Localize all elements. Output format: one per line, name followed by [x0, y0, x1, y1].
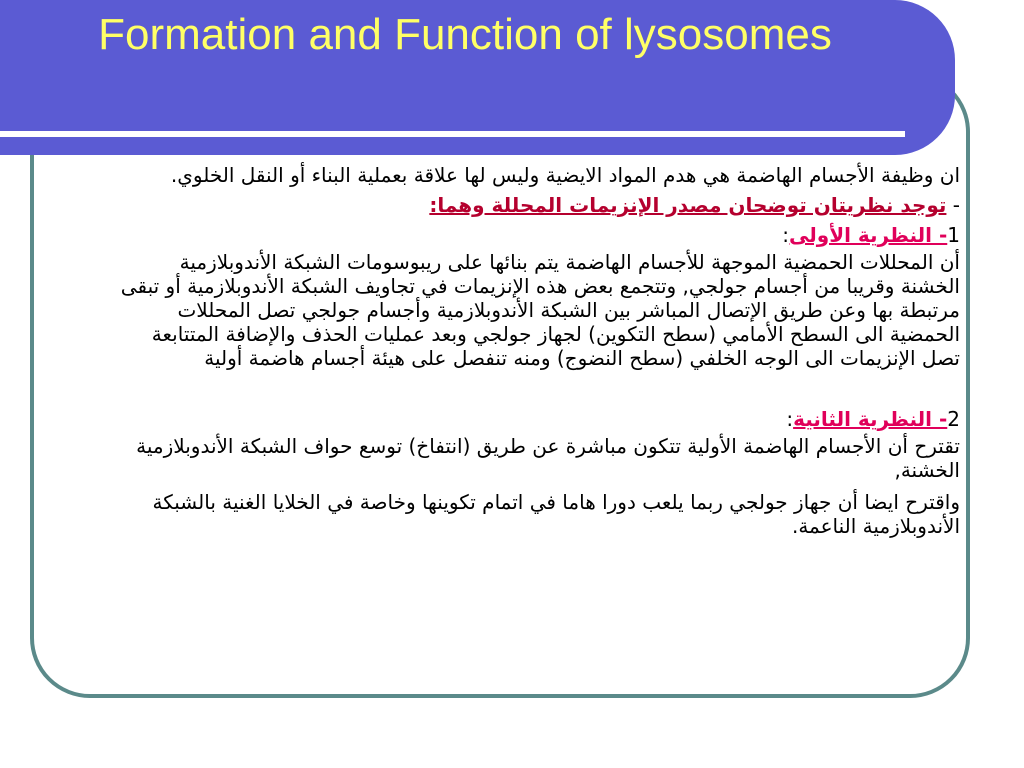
theory1-number: 1 — [947, 223, 960, 247]
slide-body — [60, 160, 960, 538]
theory2-paragraph-2: واقترح ايضا أن جهاز جولجي ربما يلعب دورا هاما في اتمام تكوينها وخاصة في الخلايا الغنية بالشبكة الأندوبلازمية الناعمة. — [152, 490, 960, 538]
theory2-heading — [60, 404, 960, 434]
theory1-label: - النظرية الأولى — [789, 223, 948, 247]
theory1-heading — [60, 220, 960, 250]
theories-heading — [60, 190, 960, 220]
theories-heading-prefix: - — [946, 193, 960, 217]
theory2-colon: : — [786, 407, 794, 431]
theory1-paragraph: أن المحللات الحمضية الموجهة للأجسام الهاضمة يتم بنائها على ريبوسومات الشبكة الأندوبلازمية الخشنة وقريبا من أجسام جولجي, وتتجمع بعض هذه الإنزيمات في تجاويف الشبكة الأندوبلازمية أو تبقى مرتبطة بها وعن طريق الإتصال المباشر بين الشبكة الأندوبلازمية وأجسام جولجي تصل المحللات الحمضية الى السطح الأمامي (سطح التكوين) لجهاز جولجي وبعد عمليات الحذف والإضافة المتتابعة تصل الإنزيمات الى الوجه الخلفي (سطح النضوج) ومنه تنفصل على هيئة أجسام هاضمة أولية — [120, 250, 960, 370]
title-bar — [0, 0, 955, 155]
theory2-number: 2 — [947, 407, 960, 431]
theory1-colon: : — [782, 223, 790, 247]
paragraph-gap — [60, 482, 960, 490]
section-spacer — [60, 370, 960, 404]
theories-heading-text: توجد نظريتان توضحان مصدر الإنزيمات المحللة وهما: — [429, 193, 947, 217]
intro-paragraph: ان وظيفة الأجسام الهاضمة هي هدم المواد الايضية وليس لها علاقة بعملية البناء أو النقل الخلوي. — [170, 163, 960, 187]
theory2-label: - النظرية الثانية — [793, 407, 948, 431]
theory2-paragraph-1: تقترح أن الأجسام الهاضمة الأولية تتكون مباشرة عن طريق (انتفاخ) توسع حواف الشبكة الأندوبلازمية الخشنة, — [136, 434, 960, 482]
slide-title: Formation and Function of lysosomes — [98, 10, 832, 59]
title-underline — [0, 131, 905, 137]
